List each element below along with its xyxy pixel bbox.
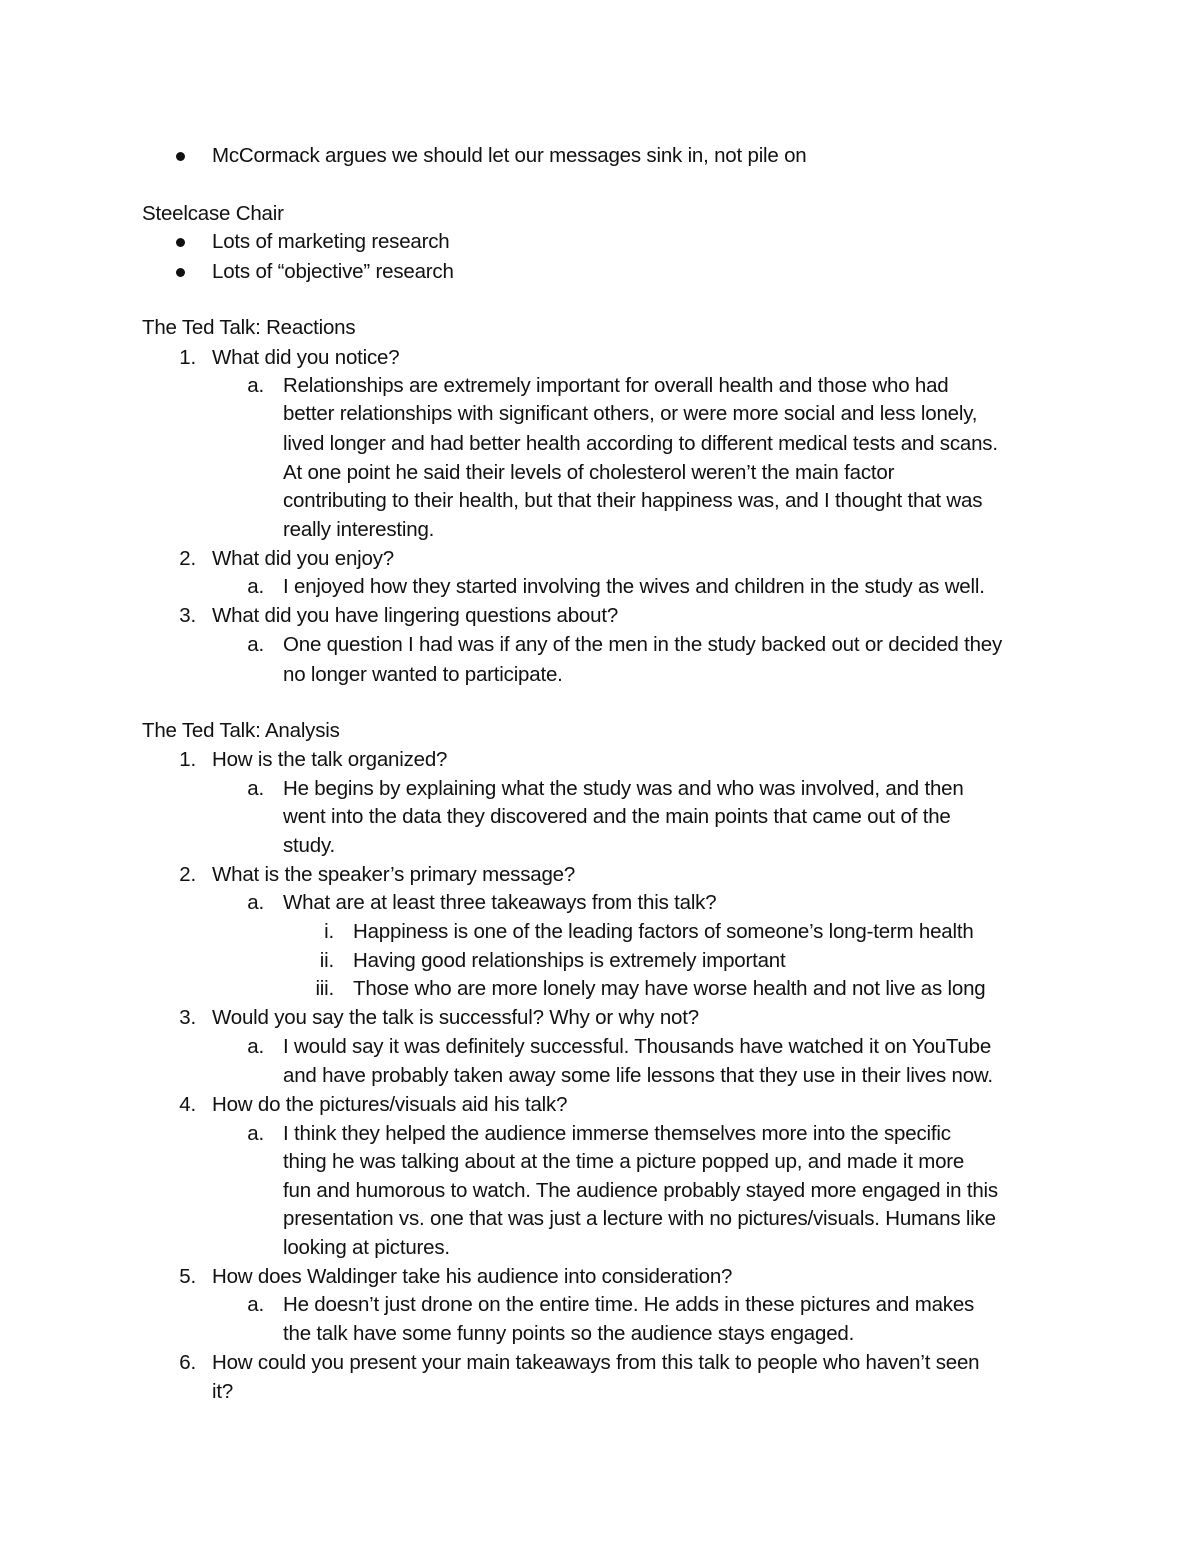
reactions-q1-answer-line: Relationships are extremely important for overall health and those who had	[283, 374, 949, 397]
bullet-icon	[176, 152, 185, 161]
analysis-q6-text: it?	[212, 1380, 234, 1403]
analysis-q5-answer-line: the talk have some funny points so the audience stays engaged.	[283, 1322, 855, 1345]
analysis-q1-number: 1.	[179, 748, 196, 771]
analysis-q1-answer-line: He begins by explaining what the study was and who was involved, and then	[283, 777, 964, 800]
reactions-q3-answer-marker: a.	[247, 633, 264, 656]
reactions-q2-number: 2.	[179, 547, 196, 570]
analysis-q1-text: How is the talk organized?	[212, 748, 448, 771]
analysis-q4-answer-line: thing he was talking about at the time a picture popped up, and made it more	[283, 1150, 965, 1173]
analysis-q5-number: 5.	[179, 1265, 196, 1288]
analysis-q2-sub-text: Happiness is one of the leading factors of someone’s long-term health	[353, 920, 974, 943]
analysis-q2-answer-text: What are at least three takeaways from this talk?	[283, 891, 717, 914]
steelcase-bullet-1: Lots of marketing research	[212, 230, 450, 253]
analysis-q3-answer-line: and have probably taken away some life lessons that they use in their lives now.	[283, 1064, 993, 1087]
reactions-q1-text: What did you notice?	[212, 346, 400, 369]
analysis-q3-number: 3.	[179, 1006, 196, 1029]
analysis-q2-answer-marker: a.	[247, 891, 264, 914]
analysis-q3-text: Would you say the talk is successful? Why or why not?	[212, 1006, 699, 1029]
analysis-q4-answer-line: I think they helped the audience immerse themselves more into the specific	[283, 1122, 951, 1145]
reactions-q3-answer-line: no longer wanted to participate.	[283, 663, 563, 686]
intro-bullet-text: McCormack argues we should let our messages sink in, not pile on	[212, 144, 807, 167]
reactions-heading: The Ted Talk: Reactions	[142, 316, 356, 339]
analysis-q2-sub-text: Those who are more lonely may have worse health and not live as long	[353, 977, 986, 1000]
reactions-q1-answer-line: lived longer and had better health according to different medical tests and scans.	[283, 432, 998, 455]
reactions-q1-answer-line: really interesting.	[283, 518, 435, 541]
reactions-q1-answer-marker: a.	[247, 374, 264, 397]
analysis-q2-number: 2.	[179, 863, 196, 886]
reactions-q3-number: 3.	[179, 604, 196, 627]
bullet-icon	[176, 268, 185, 277]
reactions-q1-answer-line: contributing to their health, but that their happiness was, and I thought that was	[283, 489, 983, 512]
analysis-q4-text: How do the pictures/visuals aid his talk?	[212, 1093, 568, 1116]
analysis-q2-text: What is the speaker’s primary message?	[212, 863, 576, 886]
reactions-q3-answer-line: One question I had was if any of the men in the study backed out or decided they	[283, 633, 1003, 656]
steelcase-heading: Steelcase Chair	[142, 202, 284, 225]
reactions-q1-answer-line: better relationships with significant others, or were more social and less lonely,	[283, 402, 978, 425]
analysis-q6-number: 6.	[179, 1351, 196, 1374]
analysis-q4-answer-line: looking at pictures.	[283, 1236, 450, 1259]
analysis-q3-answer-line: I would say it was definitely successful. Thousands have watched it on YouTube	[283, 1035, 992, 1058]
steelcase-bullet-2: Lots of “objective” research	[212, 260, 454, 283]
reactions-q2-answer-marker: a.	[247, 575, 264, 598]
analysis-q4-number: 4.	[179, 1093, 196, 1116]
analysis-q4-answer-line: presentation vs. one that was just a lecture with no pictures/visuals. Humans like	[283, 1207, 996, 1230]
reactions-q1-number: 1.	[179, 346, 196, 369]
analysis-q4-answer-marker: a.	[247, 1122, 264, 1145]
analysis-q2-sub-marker: ii.	[319, 949, 334, 972]
bullet-icon	[176, 238, 185, 247]
analysis-q2-sub-text: Having good relationships is extremely important	[353, 949, 786, 972]
analysis-q4-answer-line: fun and humorous to watch. The audience probably stayed more engaged in this	[283, 1179, 998, 1202]
analysis-q3-answer-marker: a.	[247, 1035, 264, 1058]
reactions-q2-answer-line: I enjoyed how they started involving the wives and children in the study as well.	[283, 575, 985, 598]
analysis-heading: The Ted Talk: Analysis	[142, 719, 340, 742]
analysis-q1-answer-line: went into the data they discovered and the main points that came out of the	[283, 805, 951, 828]
analysis-q2-sub-marker: iii.	[315, 977, 334, 1000]
reactions-q2-text: What did you enjoy?	[212, 547, 394, 570]
analysis-q1-answer-marker: a.	[247, 777, 264, 800]
analysis-q1-answer-line: study.	[283, 834, 335, 857]
reactions-q1-answer-line: At one point he said their levels of cholesterol weren’t the main factor	[283, 461, 895, 484]
reactions-q3-text: What did you have lingering questions about?	[212, 604, 619, 627]
analysis-q5-answer-marker: a.	[247, 1293, 264, 1316]
analysis-q2-sub-marker: i.	[324, 920, 334, 943]
analysis-q6-text: How could you present your main takeaways from this talk to people who haven’t seen	[212, 1351, 980, 1374]
analysis-q5-answer-line: He doesn’t just drone on the entire time. He adds in these pictures and makes	[283, 1293, 975, 1316]
analysis-q5-text: How does Waldinger take his audience into consideration?	[212, 1265, 733, 1288]
